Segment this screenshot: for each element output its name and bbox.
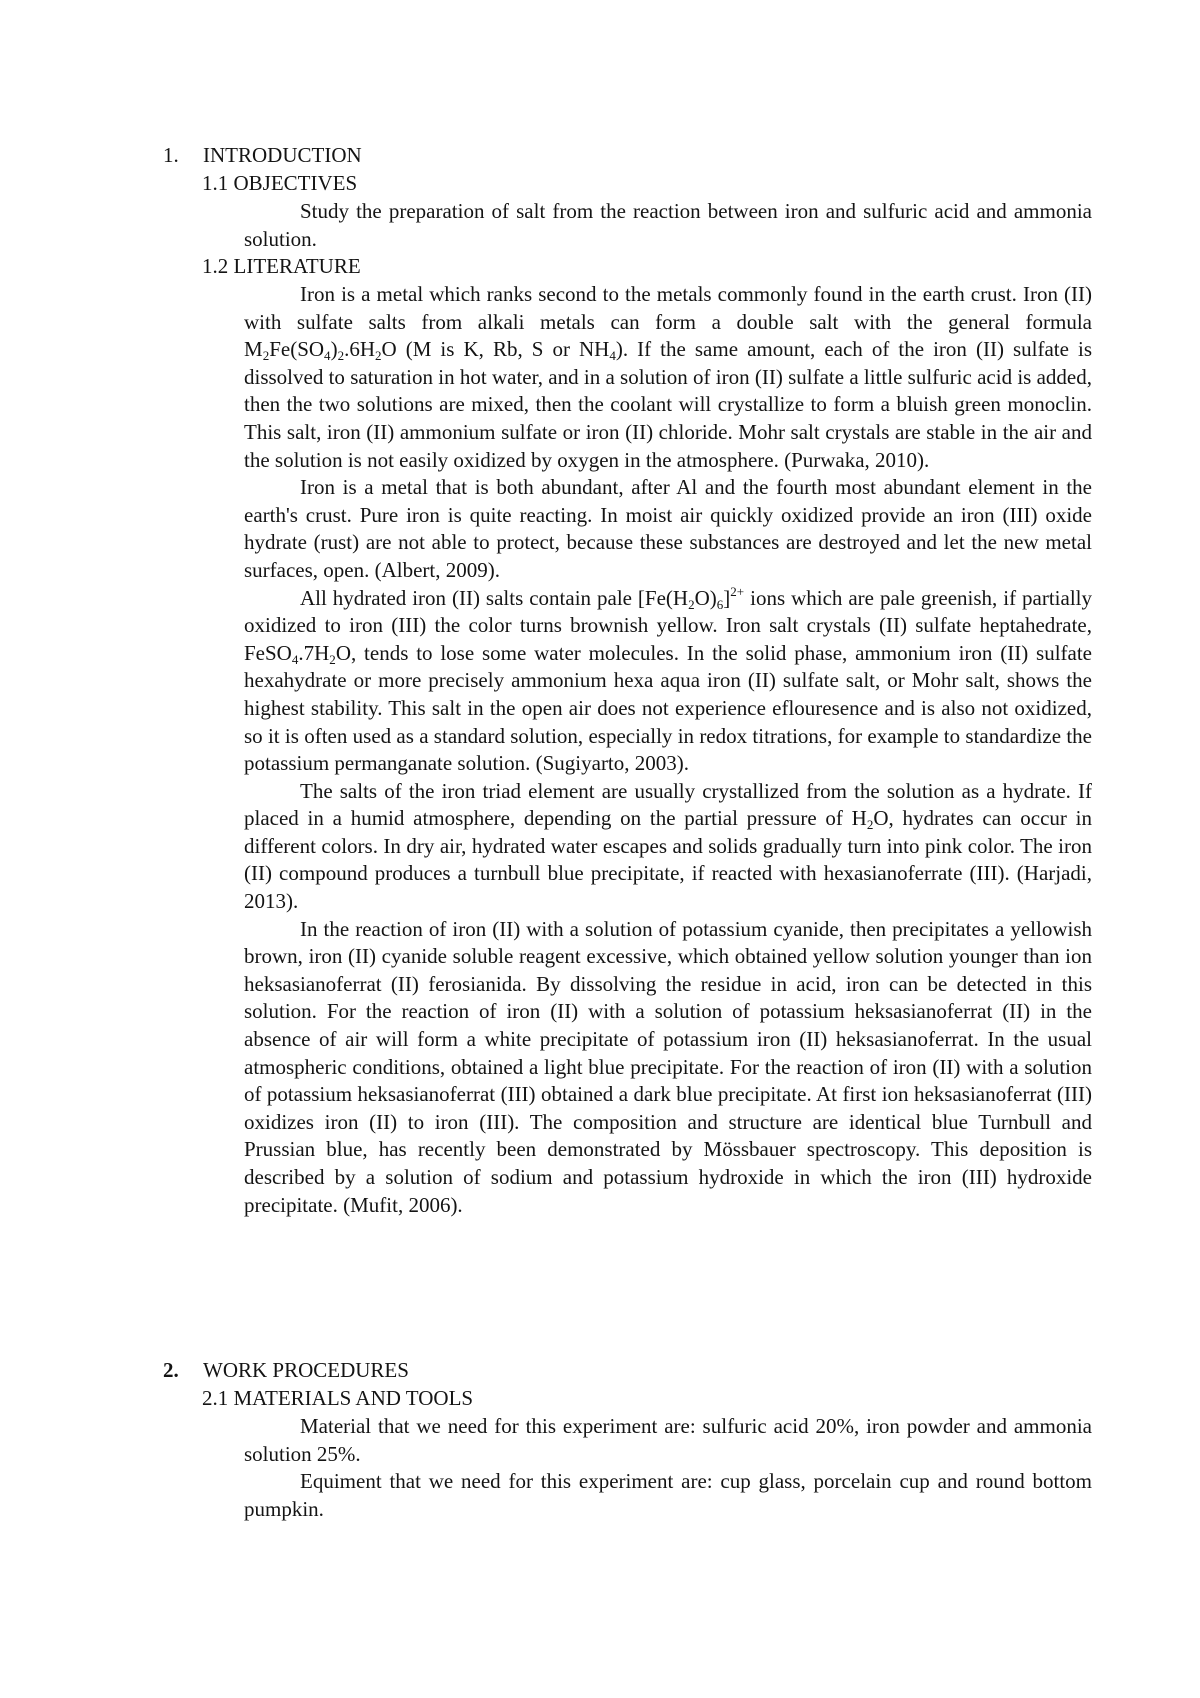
subsection-heading-objectives: 1.1 OBJECTIVES [202,171,358,195]
literature-paragraph-5: In the reaction of iron (II) with a solution of potassium cyanide, then precipitates a yellowish brown, iron (II) cyanide soluble reagent excessive, which obtained yellow solution younger than ion heksasianoferrat (II) ferosianida. By dissolving the residue in acid, iron can be detected in this solution. For the reaction of iron (II) with a solution of potassium heksasianoferrat (II) in the absence of air will form a white precipitate of potassium iron (II) heksasianoferrat. In the usual atmospheric conditions, obtained a light blue precipitate. For the reaction of iron (II) with a solution of potassium heksasianoferrat (III) obtained a dark blue precipitate. At first ion heksasianoferrat (III) oxidizes iron (II) to iron (III). The composition and structure are identical blue Turnbull and Prussian blue, has recently been demonstrated by Mössbauer spectroscopy. This deposition is described by a solution of sodium and potassium hydroxide in which the iron (III) hydroxide precipitate. (Mufit, 2006). [244,916,1092,1217]
section-title: INTRODUCTION [203,143,362,167]
equipment-paragraph: Equiment that we need for this experiment are: cup glass, porcelain cup and round bottom pumpkin. [244,1469,1092,1521]
subsection-heading-materials-and-tools: 2.1 MATERIALS AND TOOLS [202,1386,474,1410]
section-number: 1. [163,143,179,167]
literature-paragraph-2: Iron is a metal that is both abundant, after Al and the fourth most abundant element in the earth's crust. Pure iron is quite reacting. In moist air quickly oxidized provide an iron (III) oxide hydrate (rust) are not able to protect, because these substances are destroyed and let the new metal surfaces, open. (Albert, 2009). [244,475,1092,582]
objectives-block [244,198,1092,253]
materials-paragraph: Material that we need for this experiment are: sulfuric acid 20%, iron powder and ammonia solution 25%. [244,1414,1092,1466]
literature-paragraph-3: All hydrated iron (II) salts contain pale $[Fe(H_2O)_6]^{2+}$ ions which are pale greenish, if partially oxidized to iron (III) the color turns brownish yellow. Iron salt crystals (II) sulfate heptahedrate, $FeSO_4.7H_2O$, tends to lose some water molecules. In the solid phase, ammonium iron (II) sulfate hexahydrate or more precisely ammonium hexa aqua iron (II) sulfate salt, or Mohr salt, shows the highest stability. This salt in the open air does not experience eflouresence and is also not oxidized, so it is often used as a standard solution, especially in redox titrations, for example to standardize the potassium permanganate solution. (Sugiyarto, 2003). [244,583,1092,776]
section-number: 2. [163,1358,179,1382]
section-heading-introduction [163,142,362,170]
section-title: WORK PROCEDURES [203,1358,409,1382]
objectives-paragraph: Study the preparation of salt from the reaction between iron and sulfuric acid and ammonia solution. [244,199,1092,251]
subsection-heading-literature: 1.2 LITERATURE [202,254,361,278]
literature-paragraph-1: Iron is a metal which ranks second to the metals commonly found in the earth crust. Iron (II) with sulfate salts from alkali metals can form a double salt with the general formula $M_2Fe(SO_4)_2.6H_2O$ (M is K, Rb, S or $NH_4$). If the same amount, each of the iron (II) sulfate is dissolved to saturation in hot water, and in a solution of iron (II) sulfate a little sulfuric acid is added, then the two solutions are mixed, then the coolant will crystallize to form a bluish green monoclin. This salt, iron (II) ammonium sulfate or iron (II) chloride. Mohr salt crystals are stable in the air and the solution is not easily oxidized by oxygen in the atmosphere. (Purwaka, 2010). [244,282,1093,472]
section-heading-work-procedures [163,1357,409,1385]
literature-paragraph-4: The salts of the iron triad element are usually crystallized from the solution as a hydrate. If placed in a humid atmosphere, depending on the partial pressure of $H_2O$, hydrates can occur in different colors. In dry air, hydrated water escapes and solids gradually turn into pink color. The iron (II) compound produces a turnbull blue precipitate, if reacted with hexasianoferrate (III). (Harjadi, 2013). [244,778,1092,914]
literature-block [244,281,1092,1219]
materials-block [244,1413,1092,1523]
